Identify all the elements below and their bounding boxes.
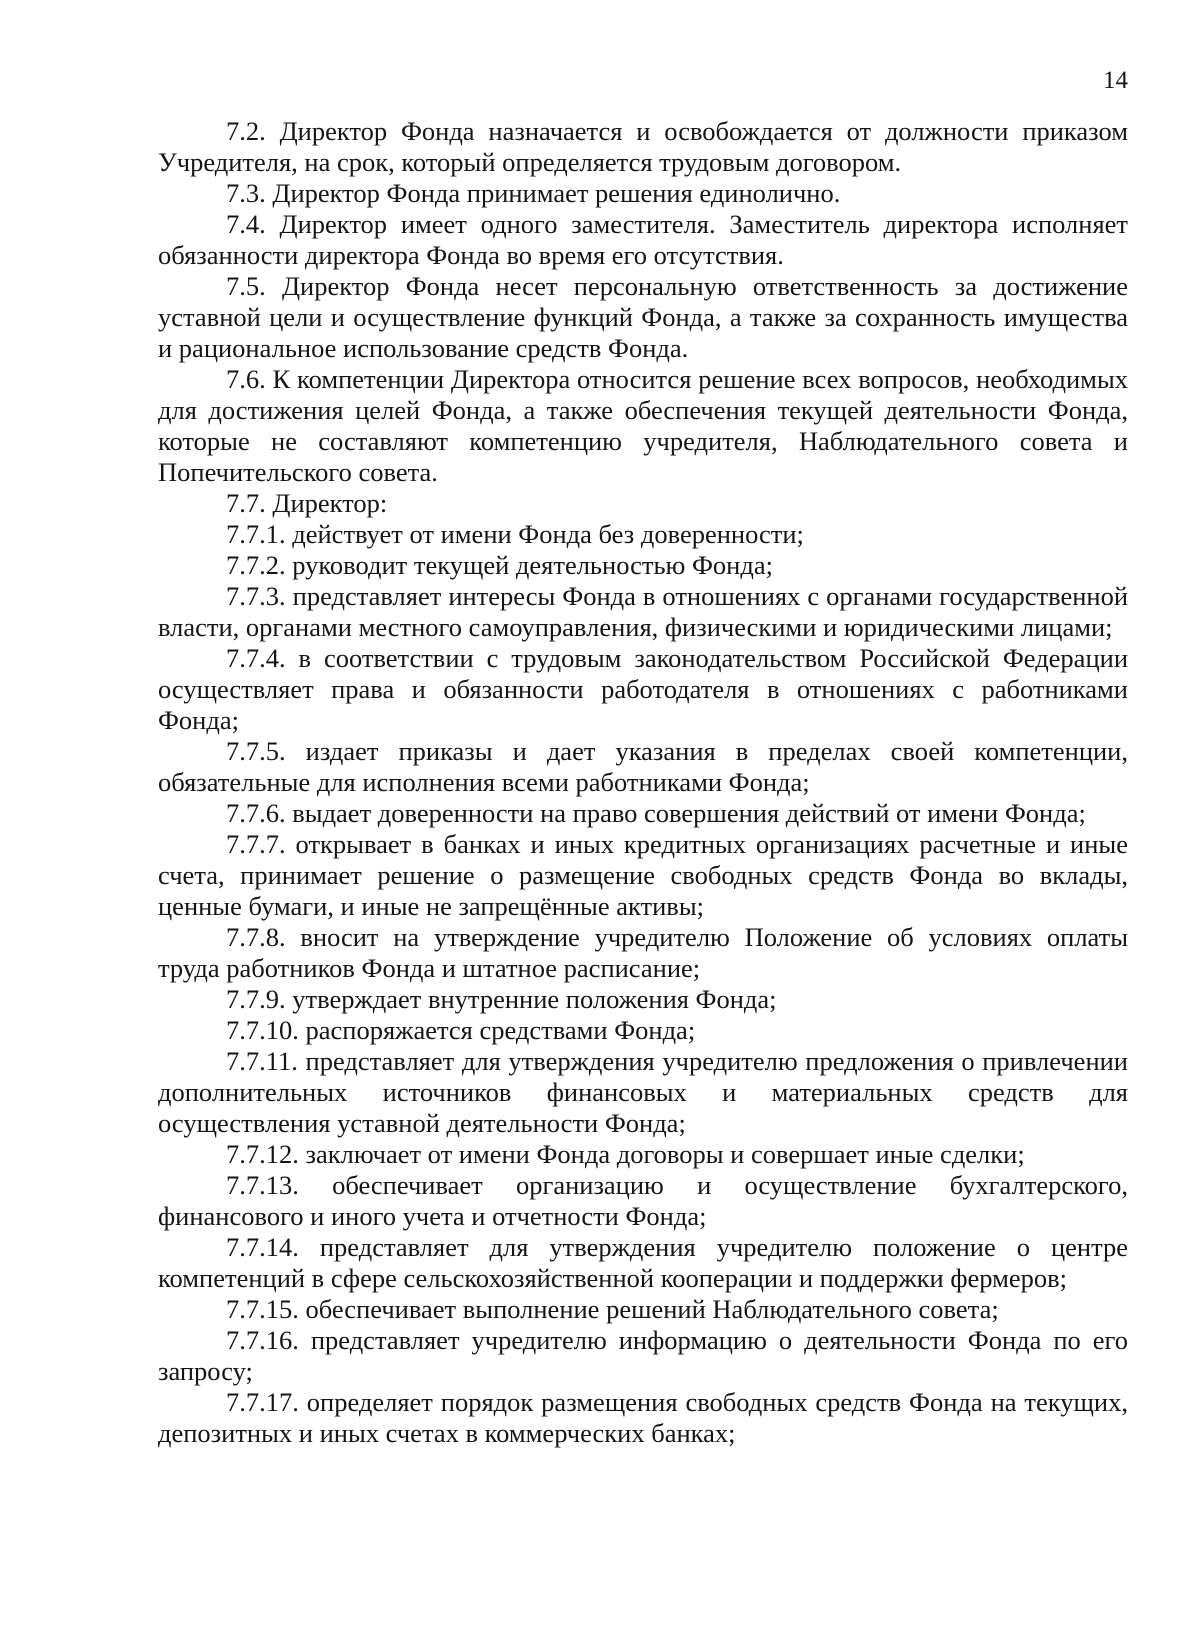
paragraph-7-7-1: 7.7.1. действует от имени Фонда без доверенности; (226, 519, 804, 549)
paragraph-7-7-16: 7.7.16. представляет учредителю информацию о деятельности Фонда по его запросу; (158, 1325, 1128, 1386)
paragraph-7-7-15: 7.7.15. обеспечивает выполнение решений Наблюдательного совета; (226, 1294, 999, 1324)
paragraph-7-7-17: 7.7.17. определяет порядок размещения свободных средств Фонда на текущих, депозитных и иных счетах в коммерческих банках; (158, 1387, 1128, 1448)
paragraph-7-7-13: 7.7.13. обеспечивает организацию и осуществление бухгалтерского, финансового и иного учета и отчетности Фонда; (158, 1170, 1128, 1231)
paragraph-7-7-2: 7.7.2. руководит текущей деятельностью Фонда; (226, 550, 773, 580)
paragraph-7-6: 7.6. К компетенции Директора относится решение всех вопросов, необходимых для достижения целей Фонда, а также обеспечения текущей деятельности Фонда, которые не составляют компетенцию учредителя, Наблюдательного совета и Попечительского совета. (158, 364, 1128, 487)
paragraph-7-3: 7.3. Директор Фонда принимает решения единолично. (226, 178, 841, 208)
paragraph-7-2: 7.2. Директор Фонда назначается и освобождается от должности приказом Учредителя, на срок, который определяется трудовым договором. (158, 116, 1128, 177)
paragraph-7-7-7: 7.7.7. открывает в банках и иных кредитных организациях расчетные и иные счета, принимает решение о размещение свободных средств Фонда во вклады, ценные бумаги, и иные не запрещённые активы; (158, 829, 1128, 921)
paragraph-7-7-8: 7.7.8. вносит на утверждение учредителю Положение об условиях оплаты труда работников Фонда и штатное расписание; (158, 922, 1128, 983)
document-body (158, 116, 1128, 1449)
paragraph-7-7-5: 7.7.5. издает приказы и дает указания в пределах своей компетенции, обязательные для исполнения всеми работниками Фонда; (158, 736, 1128, 797)
page-number: 14 (1103, 67, 1128, 94)
paragraph-7-7-14: 7.7.14. представляет для утверждения учредителю положение о центре компетенций в сфере сельскохозяйственной кооперации и поддержки фермеров; (158, 1232, 1128, 1293)
paragraph-7-7-4: 7.7.4. в соответствии с трудовым законодательством Российской Федерации осуществляет права и обязанности работодателя в отношениях с работниками Фонда; (158, 643, 1128, 735)
paragraph-7-7-12: 7.7.12. заключает от имени Фонда договоры и совершает иные сделки; (226, 1139, 1025, 1169)
paragraph-7-7-10: 7.7.10. распоряжается средствами Фонда; (226, 1015, 696, 1045)
paragraph-7-7-9: 7.7.9. утверждает внутренние положения Фонда; (226, 984, 777, 1014)
paragraph-7-7-6: 7.7.6. выдает доверенности на право совершения действий от имени Фонда; (226, 798, 1086, 828)
paragraph-7-4: 7.4. Директор имеет одного заместителя. Заместитель директора исполняет обязанности директора Фонда во время его отсутствия. (158, 209, 1128, 270)
paragraph-7-7-3: 7.7.3. представляет интересы Фонда в отношениях с органами государственной власти, органами местного самоуправления, физическими и юридическими лицами; (158, 581, 1128, 642)
paragraph-7-5: 7.5. Директор Фонда несет персональную ответственность за достижение уставной цели и осуществление функций Фонда, а также за сохранность имущества и рациональное использование средств Фонда. (158, 271, 1128, 363)
paragraph-7-7: 7.7. Директор: (226, 488, 388, 518)
paragraph-7-7-11: 7.7.11. представляет для утверждения учредителю предложения о привлечении дополнительных источников финансовых и материальных средств для осуществления уставной деятельности Фонда; (158, 1046, 1128, 1138)
